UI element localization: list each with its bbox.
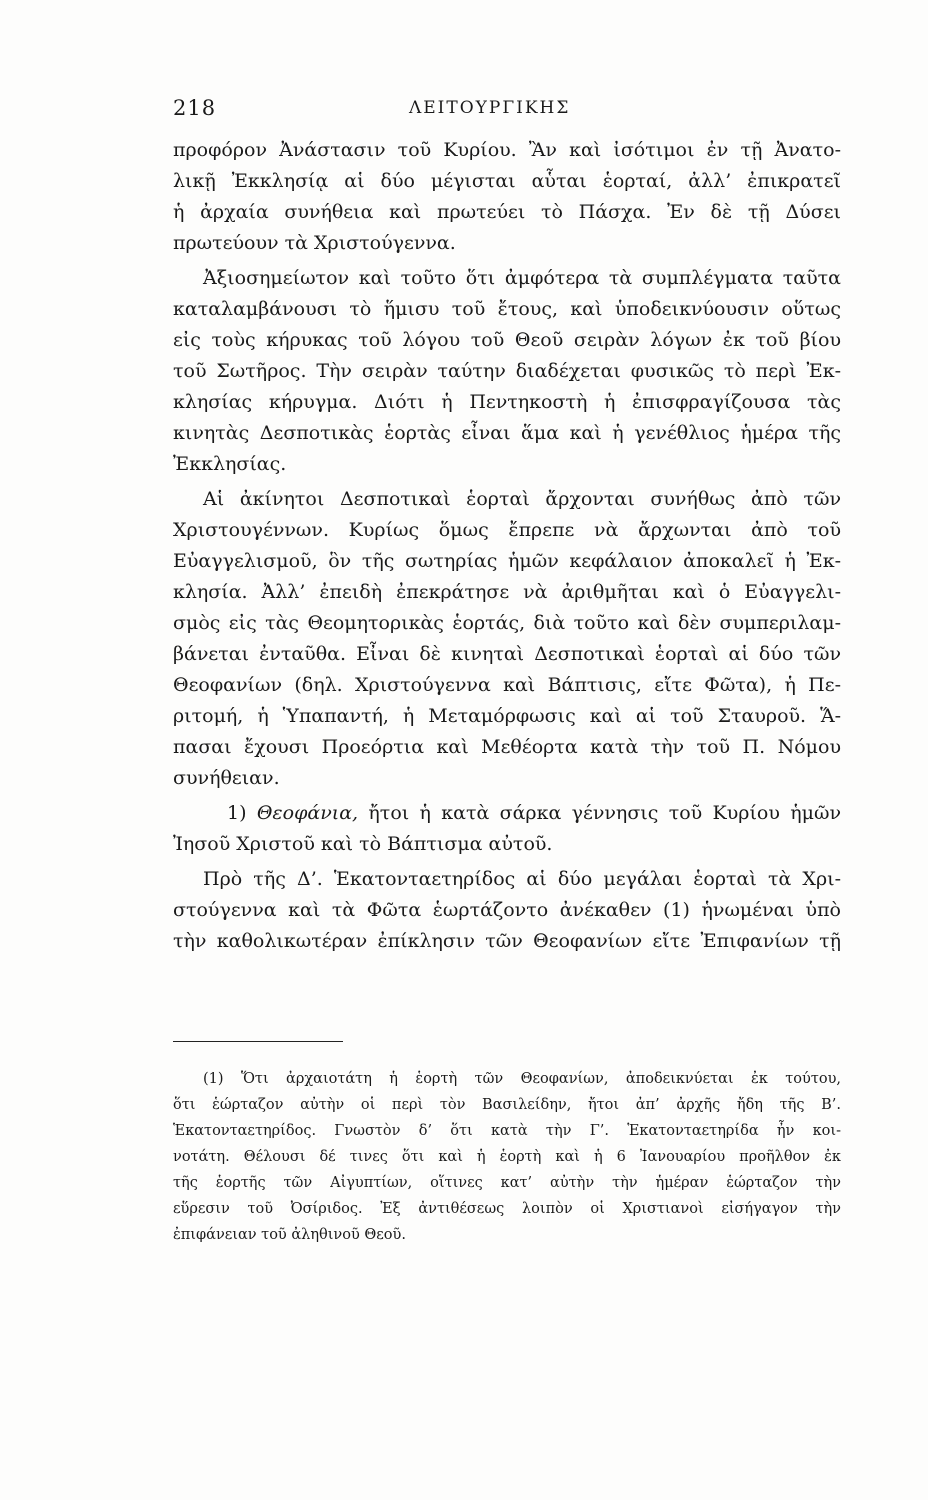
- text-line: στούγεννα καὶ τὰ Φῶτα ἑωρτάζοντο ἀνέκαθεν (1) ἡνωμέναι ὑπὸ: [173, 899, 841, 921]
- text-line: εἰς τοὺς κήρυκας τοῦ λόγου τοῦ Θεοῦ σειρὰν λόγων ἐκ τοῦ βίου: [173, 329, 841, 351]
- text-line: καταλαμβάνουσι τὸ ἥμισυ τοῦ ἔτους, καὶ ὑποδεικνύουσιν οὕτως: [173, 298, 841, 320]
- text-line: λικῇ Ἐκκλησίᾳ αἱ δύο μέγισται αὗται ἑορταί, ἀλλ’ ἐπικρατεῖ: [173, 170, 841, 192]
- text-line: πρωτεύουν τὰ Χριστούγεννα.: [173, 232, 456, 254]
- footnote-line: ὅτι ἑώρταζον αὐτὴν οἱ περὶ τὸν Βασιλείδην, ἤτοι ἀπ’ ἀρχῆς ἤδη τῆς Β’.: [173, 1097, 841, 1113]
- text-line: κινητὰς Δεσποτικὰς ἑορτὰς εἶναι ἅμα καὶ ἡ γενέθλιος ἡμέρα τῆς: [173, 422, 841, 444]
- italic-term: Θεοφάνια,: [256, 802, 359, 824]
- text-line: πασαι ἔχουσι Προεόρτια καὶ Μεθέορτα κατὰ τὴν τοῦ Π. Νόμου: [173, 736, 841, 758]
- footnote: [173, 1066, 841, 1248]
- body-text: [173, 135, 841, 957]
- text-line: ἡ ἀρχαία συνήθεια καὶ πρωτεύει τὸ Πάσχα. Ἐν δὲ τῇ Δύσει: [173, 201, 841, 223]
- text-line: τὴν καθολικωτέραν ἐπίκλησιν τῶν Θεοφανίων εἴτε Ἐπιφανίων τῇ: [173, 930, 841, 952]
- footnote-line: ἐπιφάνειαν τοῦ ἀληθινοῦ Θεοῦ.: [173, 1227, 406, 1243]
- text-line: βάνεται ἐνταῦθα. Εἶναι δὲ κινηταὶ Δεσποτικαὶ ἑορταὶ αἱ δύο τῶν: [173, 643, 841, 665]
- text-line: Ἰησοῦ Χριστοῦ καὶ τὸ Βάπτισμα αὐτοῦ.: [173, 833, 553, 855]
- footnote-divider: [173, 1041, 343, 1042]
- text-line: Ἀξιοσημείωτον καὶ τοῦτο ὅτι ἀμφότερα τὰ συμπλέγματα ταῦτα: [203, 267, 841, 289]
- footnote-line: εὕρεσιν τοῦ Ὀσίριδος. Ἐξ ἀντιθέσεως λοιπὸν οἱ Χριστιανοὶ εἰσήγαγον τὴν: [173, 1201, 841, 1217]
- text-line: Ἐκκλησίας.: [173, 453, 287, 475]
- text-line: κλησίας κήρυγμα. Διότι ἡ Πεντηκοστὴ ἡ ἐπισφραγίζουσα τὰς: [173, 391, 841, 413]
- page-number: 218: [173, 96, 217, 120]
- text-line: ριτομή, ἡ Ὑπαπαντή, ἡ Μεταμόρφωσις καὶ αἱ τοῦ Σταυροῦ. Ἅ-: [173, 705, 841, 727]
- text-line: προφόρον Ἀνάστασιν τοῦ Κυρίου. Ἂν καὶ ἰσότιμοι ἐν τῇ Ἀνατο-: [173, 139, 841, 161]
- text-line: Θεοφανίων (δηλ. Χριστούγεννα καὶ Βάπτισις, εἴτε Φῶτα), ἡ Πε-: [173, 674, 841, 696]
- text-line: Αἱ ἀκίνητοι Δεσποτικαὶ ἑορταὶ ἄρχονται συνήθως ἀπὸ τῶν: [203, 488, 841, 510]
- text-line: Εὐαγγελισμοῦ, ὃν τῆς σωτηρίας ἡμῶν κεφάλαιον ἀποκαλεῖ ἡ Ἐκ-: [173, 550, 841, 572]
- running-title: ΛΕΙΤΟΥΡΓΙΚΗΣ: [409, 98, 571, 118]
- text-line: [173, 798, 841, 829]
- footnote-line: Ἑκατονταετηρίδος. Γνωστὸν δ’ ὅτι κατὰ τὴν Γ’. Ἑκατονταετηρίδα ἦν κοι-: [173, 1123, 841, 1139]
- text-run: ἤτοι ἡ κατὰ σάρκα γέννησις τοῦ Κυρίου ἡμῶν: [368, 802, 842, 824]
- footnote-line: τῆς ἑορτῆς τῶν Αἰγυπτίων, οἵτινες κατ’ αὐτὴν τὴν ἡμέραν ἑώρταζον τὴν: [173, 1175, 841, 1191]
- text-line: Χριστουγέννων. Κυρίως ὅμως ἔπρεπε νὰ ἄρχωνται ἀπὸ τοῦ: [173, 519, 841, 541]
- text-line: κλησία. Ἀλλ’ ἐπειδὴ ἐπεκράτησε νὰ ἀριθμῆται καὶ ὁ Εὐαγγελι-: [173, 581, 841, 603]
- text-line: τοῦ Σωτῆρος. Τὴν σειρὰν ταύτην διαδέχεται φυσικῶς τὸ περὶ Ἐκ-: [173, 360, 841, 382]
- footnote-line: (1) Ὅτι ἀρχαιοτάτη ἡ ἑορτὴ τῶν Θεοφανίων, ἀποδεικνύεται ἐκ τούτου,: [203, 1071, 841, 1087]
- footnote-line: νοτάτη. Θέλουσι δέ τινες ὅτι καὶ ἡ ἑορτὴ καὶ ἡ 6 Ἰανουαρίου προῆλθον ἐκ: [173, 1149, 841, 1165]
- text-line: σμὸς εἰς τὰς Θεομητορικὰς ἑορτάς, διὰ τοῦτο καὶ δὲν συμπεριλαμ-: [173, 612, 841, 634]
- running-head: [173, 96, 835, 126]
- text-line: Πρὸ τῆς Δ’. Ἑκατονταετηρίδος αἱ δύο μεγάλαι ἑορταὶ τὰ Χρι-: [203, 868, 841, 890]
- item-number: 1): [227, 802, 247, 824]
- text-line: συνήθειαν.: [173, 767, 280, 789]
